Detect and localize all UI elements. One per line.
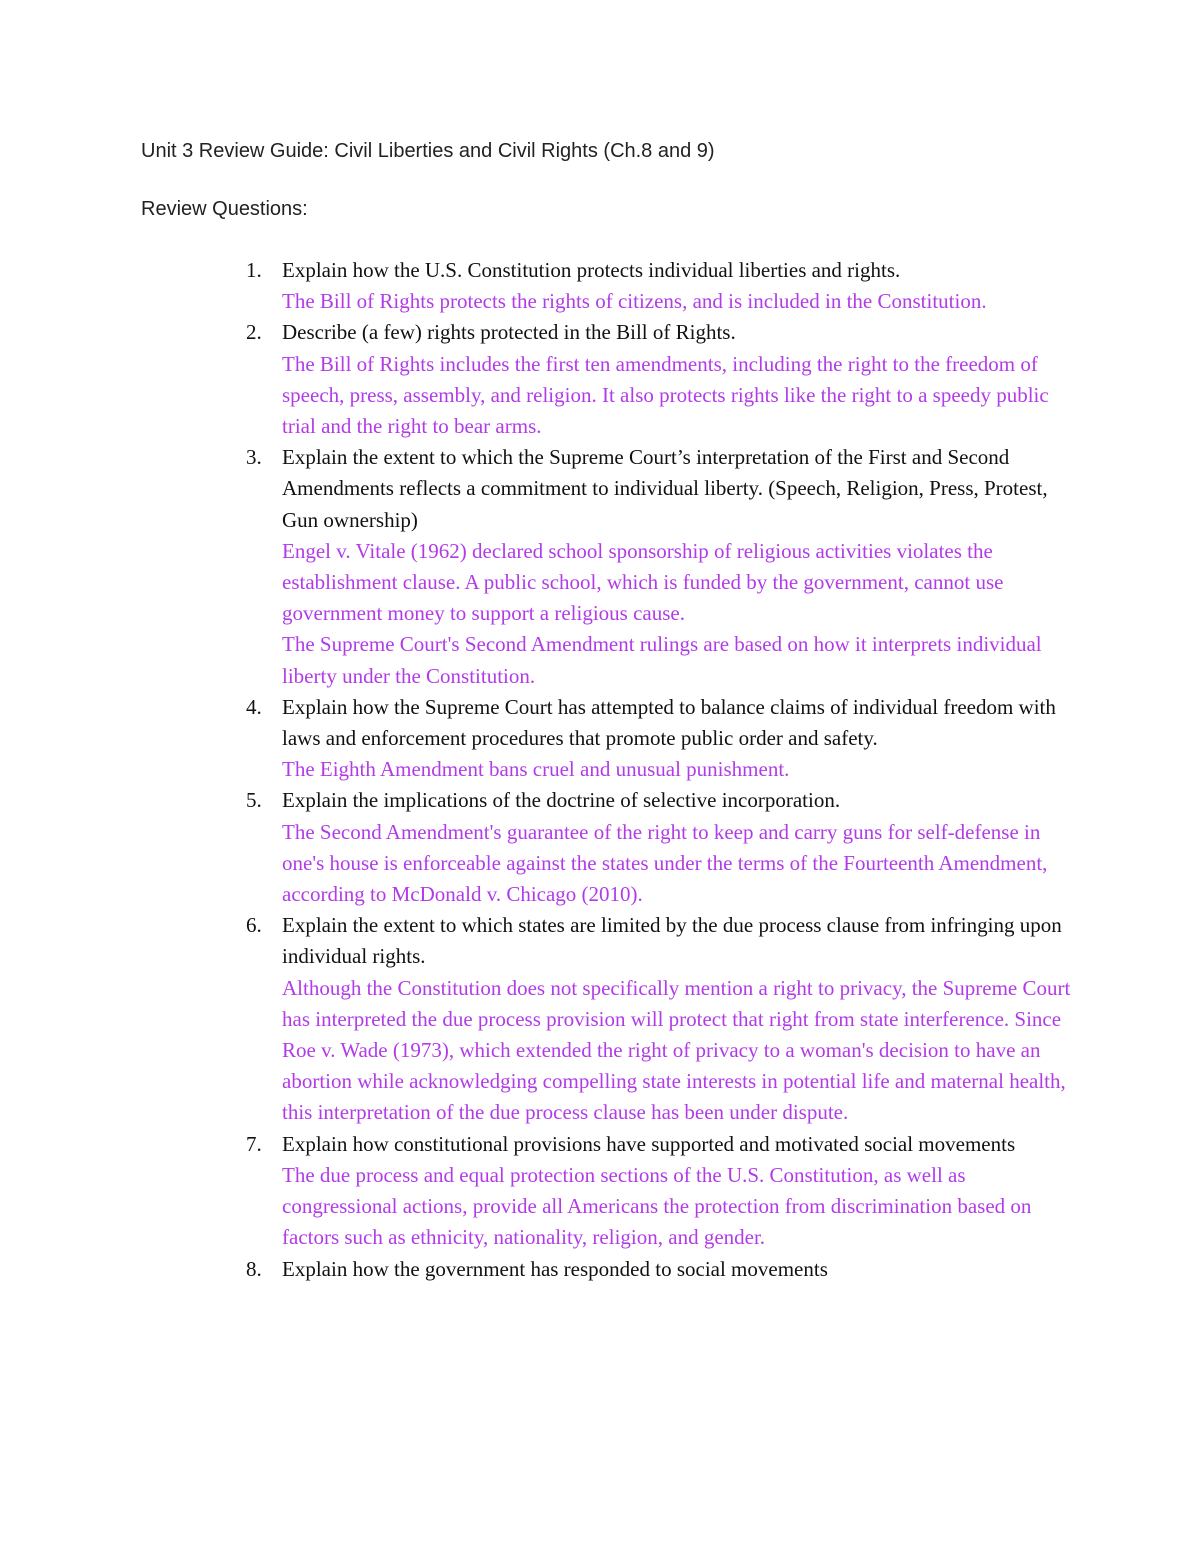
answer-text: Although the Constitution does not specifically mention a right to privacy, the Supreme Court has interpreted the due process provision will protect that right from state interference. Since Roe v. Wade (1973), which extended the right of privacy to a woman's decision to have an abortion while acknowledging compelling state interests in potential life and maternal health, this interpretation of the due process clause has been under dispute. [282, 975, 1071, 1125]
question-text: Explain how the government has responded to social movements [282, 1256, 828, 1281]
question-item-6 [0, 910, 1072, 1128]
question-text: Describe (a few) rights protected in the Bill of Rights. [282, 320, 736, 345]
document-title: Unit 3 Review Guide: Civil Liberties and Civil Rights (Ch.8 and 9) [141, 140, 715, 162]
question-number: 5. [246, 788, 262, 813]
question-text: Explain the extent to which the Supreme Court’s interpretation of the First and Second Amendments reflects a commitment to individual liberty. (Speech, Religion, Press, Protest, Gun ownership) [282, 445, 1048, 532]
question-text: Explain the implications of the doctrine of selective incorporation. [282, 788, 841, 813]
section-heading: Review Questions: [141, 198, 308, 220]
question-item-2 [0, 317, 1072, 442]
question-item-4 [0, 692, 1072, 786]
question-text: Explain how the Supreme Court has attempted to balance claims of individual freedom with laws and enforcement procedures that promote public order and safety. [282, 694, 1056, 751]
question-item-5 [0, 785, 1072, 910]
review-questions-list [0, 255, 1200, 1285]
answer-text: The due process and equal protection sections of the U.S. Constitution, as well as congressional actions, provide all Americans the protection from discrimination based on factors such as ethnicity, nationality, religion, and gender. [282, 1162, 1032, 1250]
question-number: 8. [246, 1256, 262, 1281]
question-item-1 [0, 255, 1072, 317]
question-text: Explain how constitutional provisions have supported and motivated social movements [282, 1131, 1016, 1156]
answer-text: The Bill of Rights protects the rights of citizens, and is included in the Constitution. [282, 289, 987, 314]
question-number: 4. [246, 694, 262, 719]
question-number: 3. [246, 445, 262, 470]
question-number: 6. [246, 913, 262, 938]
answer-text: The Bill of Rights includes the first ten amendments, including the right to the freedom of speech, press, assembly, and religion. It also protects rights like the right to a speedy public trial and the right to bear arms. [282, 351, 1049, 439]
question-number: 1. [246, 258, 262, 282]
question-item-8 [0, 1254, 1072, 1285]
question-item-3 [0, 442, 1072, 692]
answer-text: The Second Amendment's guarantee of the right to keep and carry guns for self-defense in one's house is enforceable against the states under the terms of the Fourteenth Amendment, according to McDonald v. Chicago (2010). [282, 819, 1048, 907]
answer-text: The Eighth Amendment bans cruel and unusual punishment. [282, 757, 790, 782]
answer-text: The Supreme Court's Second Amendment rulings are based on how it interprets individual liberty under the Constitution. [282, 632, 1042, 688]
question-text: Explain how the U.S. Constitution protects individual liberties and rights. [282, 258, 901, 282]
answer-text: Engel v. Vitale (1962) declared school sponsorship of religious activities violates the establishment clause. A public school, which is funded by the government, cannot use government money to support a religious cause. [282, 538, 1004, 626]
question-number: 7. [246, 1131, 262, 1156]
question-number: 2. [246, 320, 262, 345]
question-item-7 [0, 1129, 1072, 1254]
question-text: Explain the extent to which states are limited by the due process clause from infringing upon individual rights. [282, 913, 1062, 969]
